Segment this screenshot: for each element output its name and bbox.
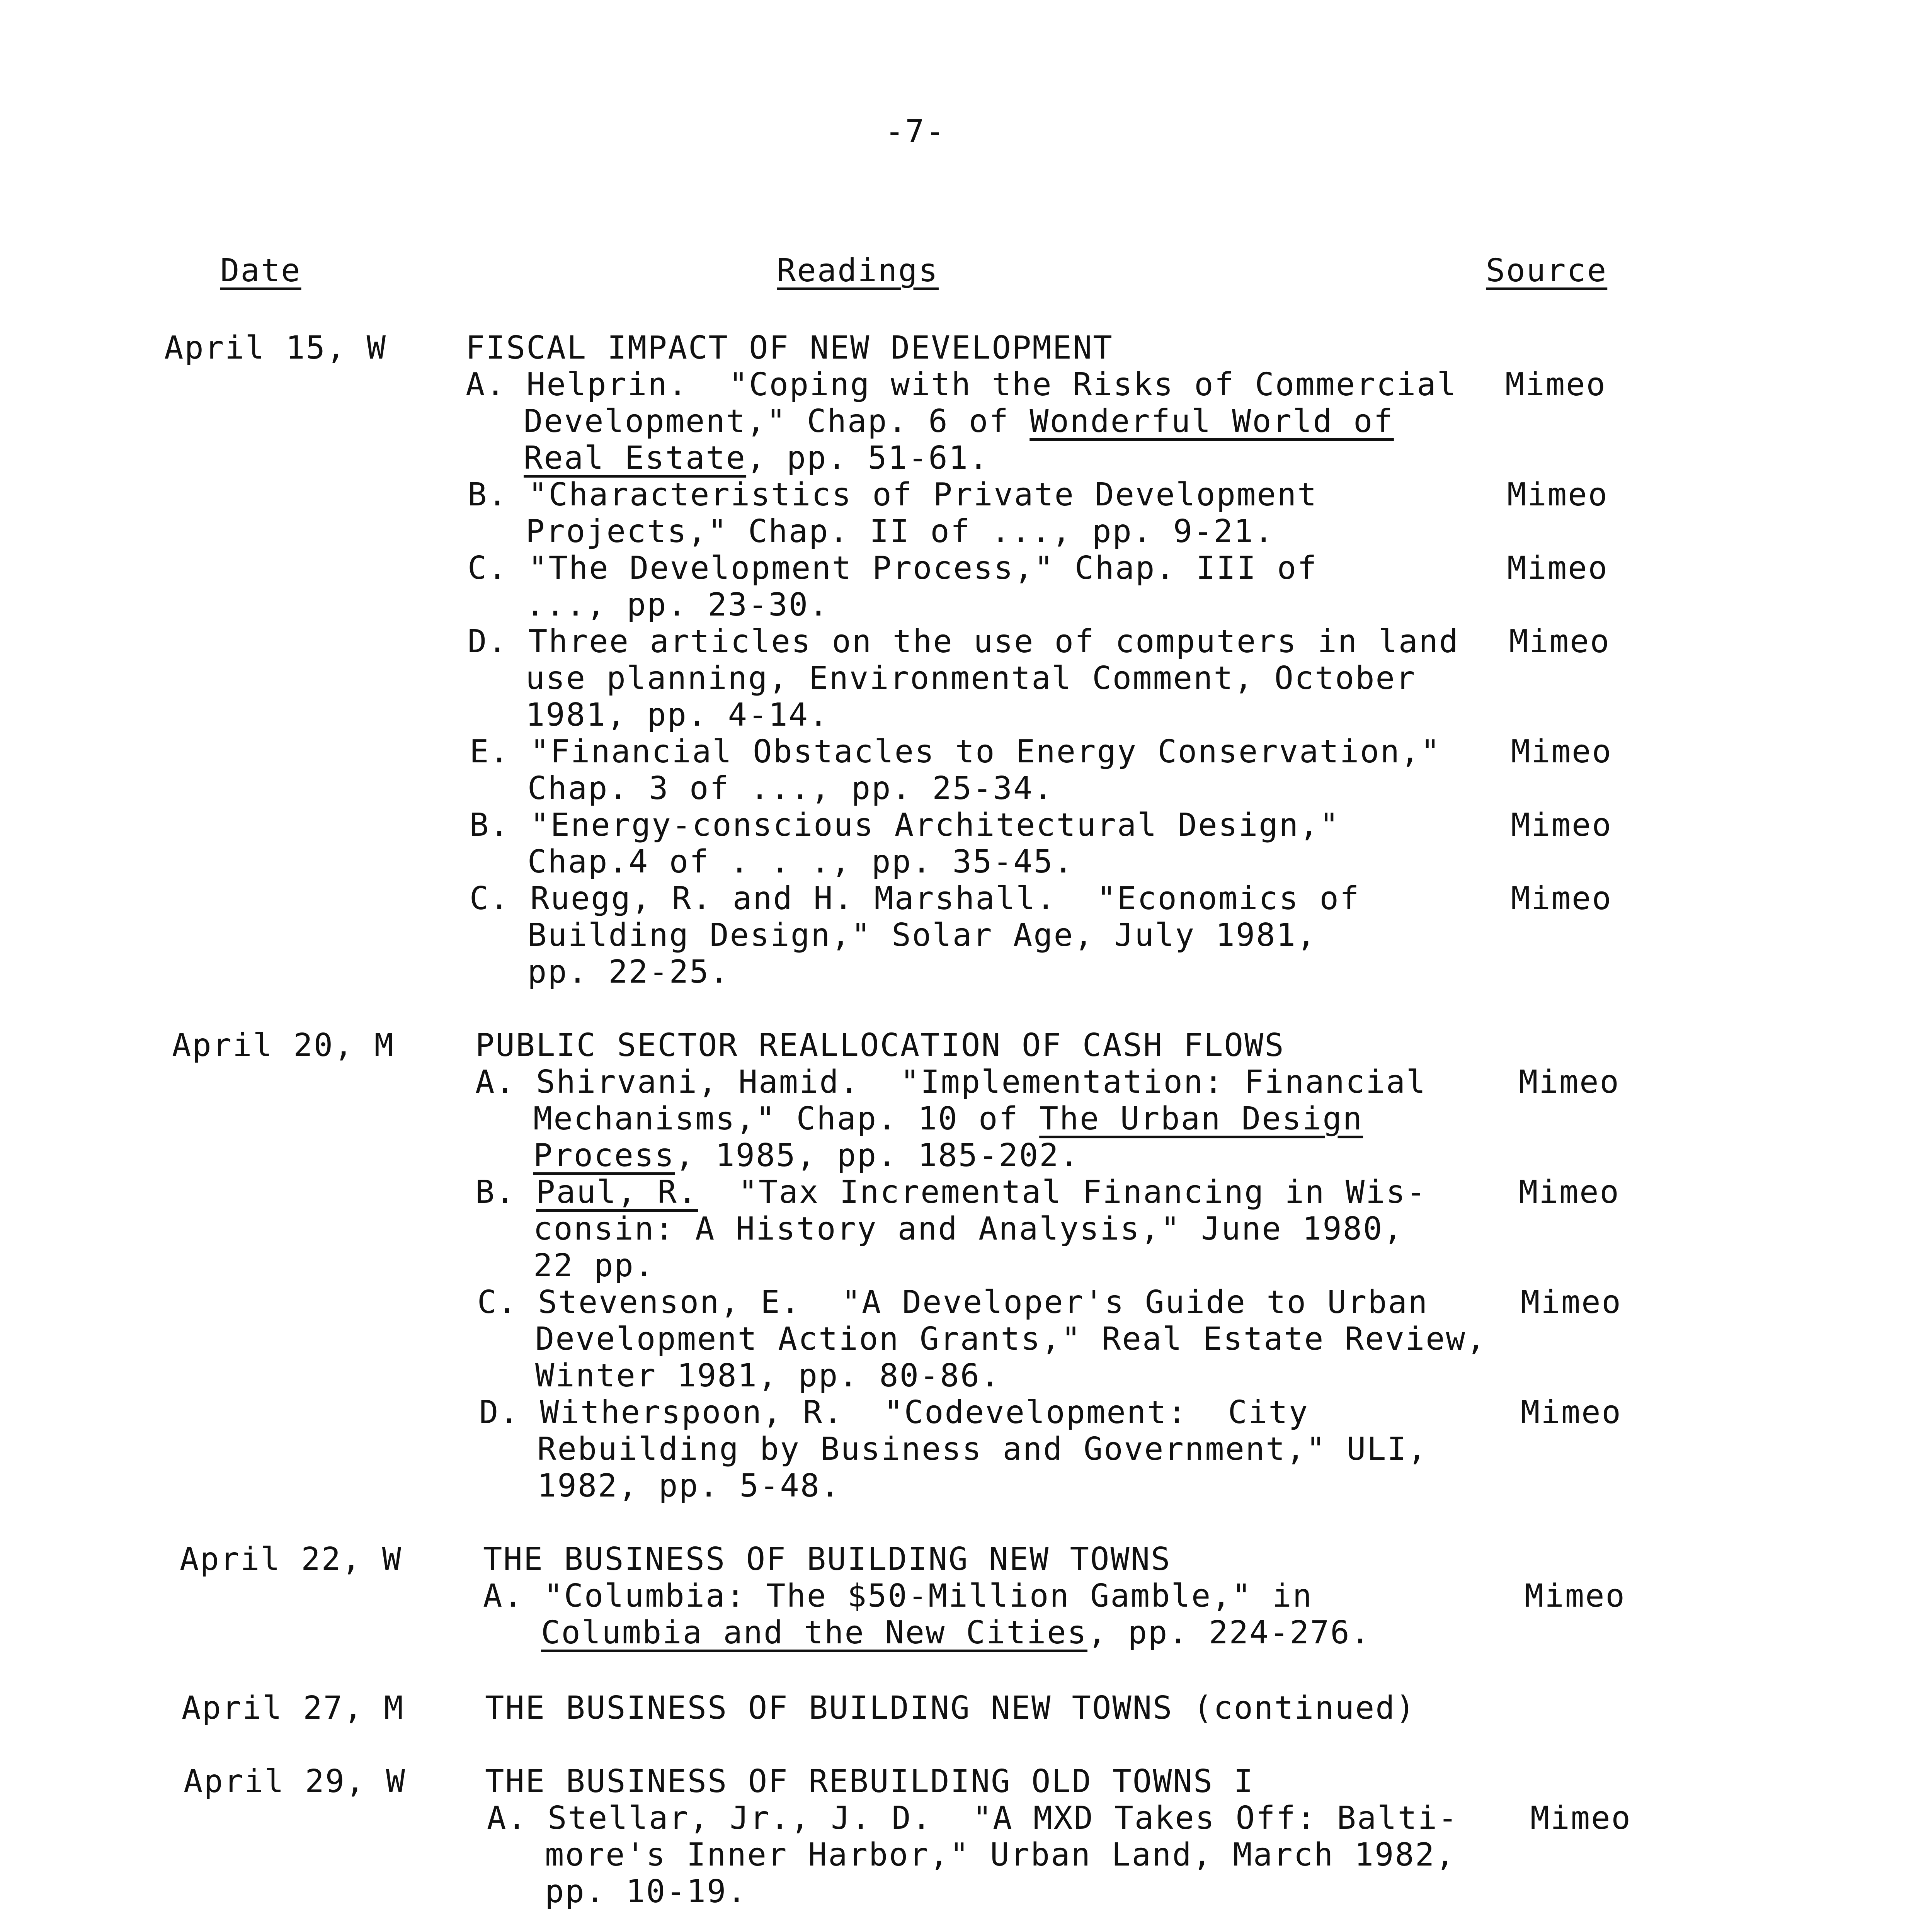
reading-line: A. Stellar, Jr., J. D. "A MXD Takes Off: Balti- [487, 1800, 1458, 1837]
reading-line: 1982, pp. 5-48. [537, 1468, 841, 1504]
entry-topic: THE BUSINESS OF BUILDING NEW TOWNS [483, 1541, 1171, 1578]
source-label: Mimeo [1521, 1394, 1622, 1431]
source-column-header: Source [1486, 252, 1608, 289]
reading-line: consin: A History and Analysis," June 1980, [533, 1211, 1404, 1247]
source-label: Mimeo [1511, 807, 1612, 844]
entry-date: April 29, W [184, 1763, 407, 1800]
entry-topic: PUBLIC SECTOR REALLOCATION OF CASH FLOWS [475, 1027, 1285, 1064]
reading-line: use planning, Environmental Comment, October [526, 660, 1416, 697]
reading-line: Rebuilding by Business and Government," ULI, [537, 1431, 1428, 1468]
entry-topic: THE BUSINESS OF BUILDING NEW TOWNS (continued) [485, 1690, 1416, 1726]
date-column-header: Date [220, 252, 301, 289]
author-name: Paul, R. [536, 1174, 698, 1211]
reading-line: Development Action Grants," Real Estate Review, [535, 1321, 1487, 1357]
readings-column-header: Readings [777, 252, 939, 289]
entry-date: April 15, W [164, 330, 387, 366]
reading-line: more's Inner Harbor," Urban Land, March 1982, [545, 1837, 1456, 1873]
source-label: Mimeo [1530, 1800, 1632, 1837]
page-number: -7- [885, 113, 946, 150]
reading-line: pp. 10-19. [545, 1873, 747, 1910]
reading-line: Development," Chap. 6 of Wonderful World of [524, 403, 1394, 440]
reading-line: Process, 1985, pp. 185-202. [533, 1137, 1080, 1174]
reading-line: D. Witherspoon, R. "Codevelopment: City [479, 1394, 1309, 1431]
source-label: Mimeo [1519, 1174, 1620, 1211]
reading-line: Chap. 3 of ..., pp. 25-34. [527, 770, 1054, 807]
reading-line: C. "The Development Process," Chap. III of [468, 550, 1318, 587]
source-label: Mimeo [1519, 1064, 1620, 1100]
entry-date: April 27, M [182, 1690, 405, 1726]
source-label: Mimeo [1525, 1578, 1626, 1614]
book-title: The Urban Design [1039, 1100, 1363, 1137]
reading-line: Projects," Chap. II of ..., pp. 9-21. [526, 513, 1274, 550]
source-label: Mimeo [1507, 476, 1608, 513]
reading-line: Building Design," Solar Age, July 1981, [527, 917, 1317, 954]
entry-topic: THE BUSINESS OF REBUILDING OLD TOWNS I [485, 1763, 1254, 1800]
reading-line: Real Estate, pp. 51-61. [524, 440, 989, 476]
reading-line: Mechanisms," Chap. 10 of The Urban Design [533, 1100, 1363, 1137]
entry-date: April 22, W [180, 1541, 403, 1578]
source-label: Mimeo [1511, 733, 1612, 770]
source-label: Mimeo [1507, 550, 1608, 587]
reading-line: C. Ruegg, R. and H. Marshall. "Economics of [470, 880, 1360, 917]
book-title: Wonderful World of [1029, 403, 1394, 440]
reading-line: ..., pp. 23-30. [526, 587, 829, 623]
source-label: Mimeo [1505, 366, 1606, 403]
reading-line: B. "Energy-conscious Architectural Design," [470, 807, 1340, 844]
reading-line: 1981, pp. 4-14. [526, 697, 829, 733]
reading-line: 22 pp. [533, 1247, 655, 1284]
reading-line: pp. 22-25. [527, 954, 730, 990]
source-label: Mimeo [1509, 623, 1610, 660]
reading-line: B. "Characteristics of Private Development [468, 476, 1318, 513]
book-title: Process [533, 1137, 675, 1174]
reading-line: D. Three articles on the use of computers in land [468, 623, 1460, 660]
source-label: Mimeo [1521, 1284, 1622, 1321]
reading-line: A. Shirvani, Hamid. "Implementation: Financial [475, 1064, 1427, 1100]
book-title: Columbia and the New Cities [541, 1614, 1087, 1651]
reading-line: Chap.4 of . . ., pp. 35-45. [527, 844, 1074, 880]
reading-line: A. "Columbia: The $50-Million Gamble," in [483, 1578, 1313, 1614]
reading-line: E. "Financial Obstacles to Energy Conservation," [470, 733, 1441, 770]
reading-line: C. Stevenson, E. "A Developer's Guide to Urban [477, 1284, 1429, 1321]
reading-line: Columbia and the New Cities, pp. 224-276. [541, 1614, 1371, 1651]
entry-date: April 20, M [172, 1027, 395, 1064]
source-label: Mimeo [1511, 880, 1612, 917]
entry-topic: FISCAL IMPACT OF NEW DEVELOPMENT [466, 330, 1113, 366]
book-title: Real Estate [524, 440, 747, 476]
reading-line: A. Helprin. "Coping with the Risks of Commercial [466, 366, 1458, 403]
reading-line: Winter 1981, pp. 80-86. [535, 1357, 1001, 1394]
reading-line: B. Paul, R. "Tax Incremental Financing in Wis- [475, 1174, 1427, 1211]
